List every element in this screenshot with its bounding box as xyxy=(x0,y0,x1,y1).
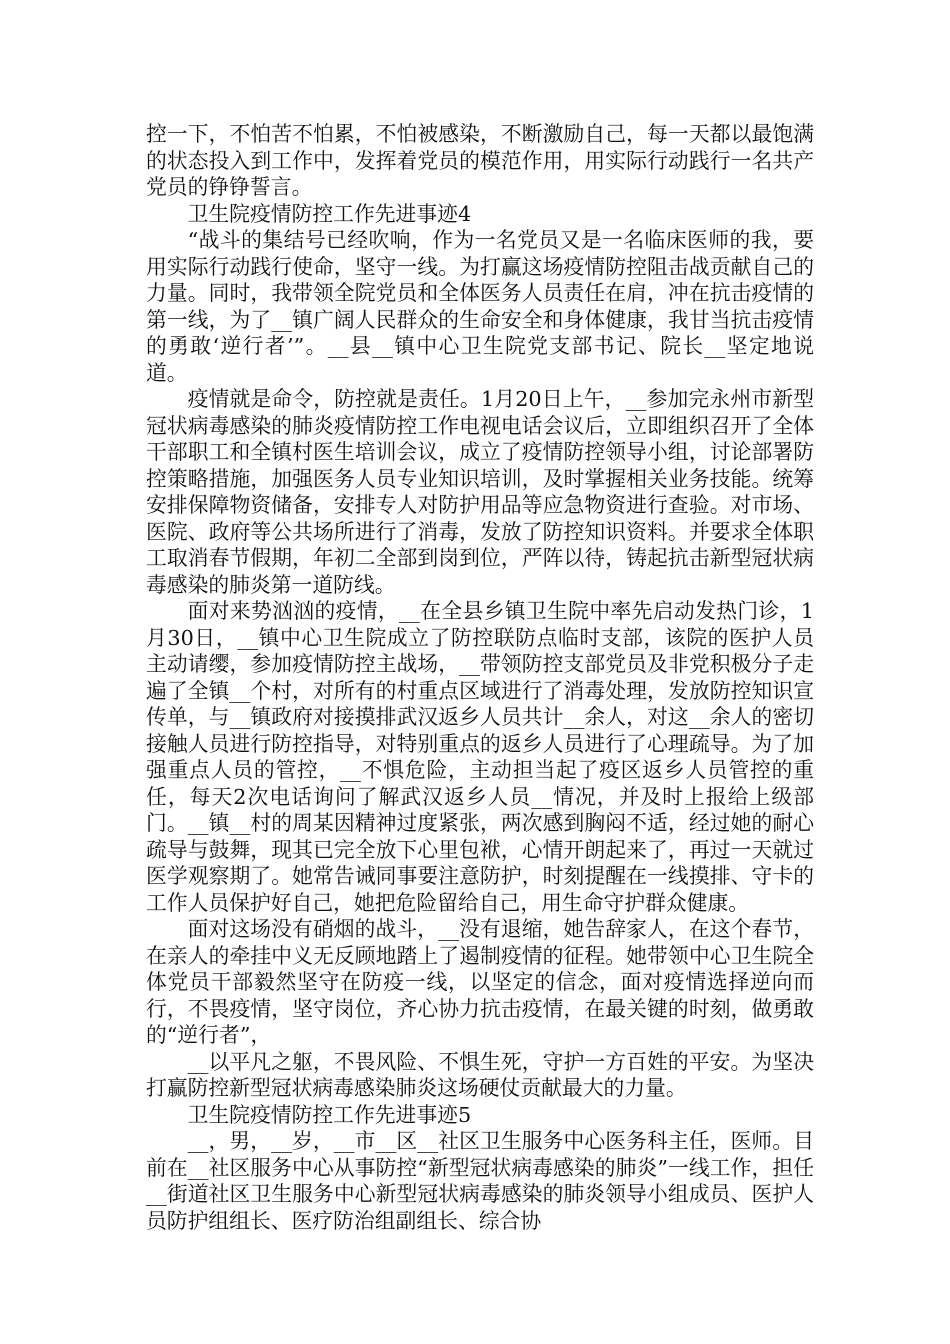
paragraph-continuation: 控一下，不怕苦不怕累，不怕被感染，不断激励自己，每一天都以最饱满的状态投入到工作中，发挥着党员的模范作用，用实际行动践行一名共产党员的铮铮誓言。 xyxy=(146,122,814,199)
section-heading-5: 卫生院疫情防控工作先进事迹5 xyxy=(187,1102,472,1127)
section-heading-4: 卫生院疫情防控工作先进事迹4 xyxy=(187,201,472,226)
paragraph: __，男，__岁，__市__区__社区卫生服务中心医务科主任，医师。目前在__社区服务中心从事防控“新型冠状病毒感染的肺炎”一线工作，担任__街道社区卫生服务中心新型冠状病毒感染的肺炎领导小组成员、医护人员防护组组长、医疗防治组副组长、综合协 xyxy=(146,1129,814,1233)
paragraph: __以平凡之躯，不畏风险、不惧生死，守护一方百姓的平安。为坚决打赢防控新型冠状病毒感染肺炎这场硬仗贡献最大的力量。 xyxy=(146,1049,814,1100)
document-body xyxy=(146,121,814,1234)
paragraph: 面对这场没有硝烟的战斗，__没有退缩，她告辞家人，在这个春节，在亲人的牵挂中义无反顾地踏上了遏制疫情的征程。她带领中心卫生院全体党员干部毅然坚守在防疫一线，以坚定的信念，面对疫情选择逆向而行，不畏疫情，坚守岗位，齐心协力抗击疫情，在最关键的时刻，做勇敢的“逆行者”， xyxy=(146,917,814,1047)
paragraph: “战斗的集结号已经吹响，作为一名党员又是一名临床医师的我，要用实际行动践行使命，坚守一线。为打赢这场疫情防控阻击战贡献自己的力量。同时，我带领全院党员和全体医务人员责任在肩，冲在抗击疫情的第一线，为了__镇广阔人民群众的生命安全和身体健康，我甘当抗击疫情的勇敢‘逆行者’”。__县__镇中心卫生院党支部书记、院长__坚定地说道。 xyxy=(146,228,814,385)
paragraph: 疫情就是命令，防控就是责任。1月20日上午，__参加完永州市新型冠状病毒感染的肺炎疫情防控工作电视电话会议后，立即组织召开了全体干部职工和全镇村医生培训会议，成立了疫情防控领导小组，讨论部署防控策略措施，加强医务人员专业知识培训，及时掌握相关业务技能。统筹安排保障物资储备，安排专人对防护用品等应急物资进行查验。对市场、医院、政府等公共场所进行了消毒，发放了防控知识资料。并要求全体职工取消春节假期，年初二全部到岗到位，严阵以待，铸起抗击新型冠状病毒感染的肺炎第一道防线。 xyxy=(146,387,814,597)
paragraph: 面对来势汹汹的疫情，__在全县乡镇卫生院中率先启动发热门诊，1月30日，__镇中心卫生院成立了防控联防点临时支部，该院的医护人员主动请缨，参加疫情防控主战场，__带领防控支部党员及非党积极分子走遍了全镇__个村，对所有的村重点区域进行了消毒处理，发放防控知识宣传单，与__镇政府对接摸排武汉返乡人员共计__余人，对这__余人的密切接触人员进行防控指导，对特别重点的返乡人员进行了心理疏导。为了加强重点人员的管控，__不惧危险，主动担当起了疫区返乡人员管控的重任，每天2次电话询问了解武汉返乡人员__情况，并及时上报给上级部门。__镇__村的周某因精神过度紧张，两次感到胸闷不适，经过她的耐心疏导与鼓舞，现其已完全放下心里包袱，心情开朗起来了，再过一天就过医学观察期了。她常告诫同事要注意防护，时刻提醒在一线摸排、守卡的工作人员保护好自己，她把危险留给自己，用生命守护群众健康。 xyxy=(146,599,814,915)
